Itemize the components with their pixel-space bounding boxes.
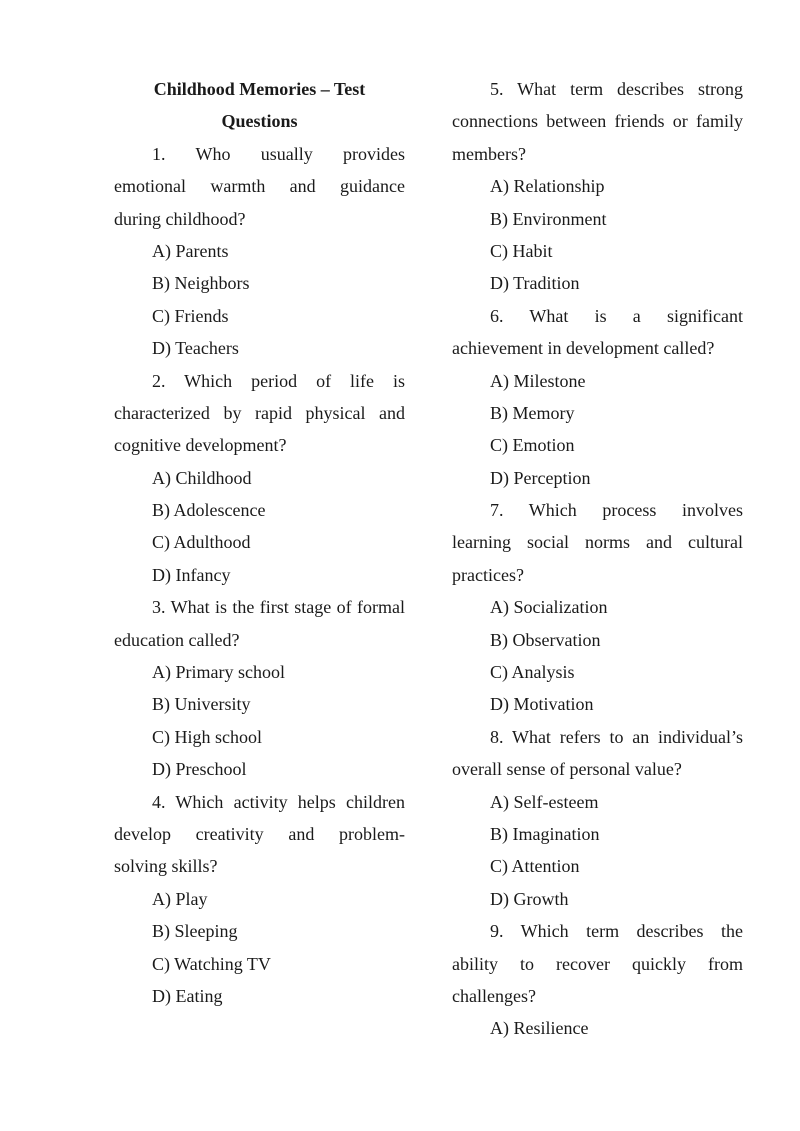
question-3-option-a: A) Primary school [152,662,285,683]
question-8-option-d: D) Growth [490,888,569,909]
question-8-option-c: C) Attention [490,856,580,877]
question-7-option-d: D) Motivation [490,694,594,715]
question-4-line-1: 4. Which activity helps children [152,791,405,812]
question-9-line-3: challenges? [452,985,536,1006]
question-5-option-c: C) Habit [490,240,553,261]
question-9-line-1: 9. Which term describes the [490,921,743,942]
question-4-line-2: develop creativity and problem- [114,823,405,844]
question-8-line-2: overall sense of personal value? [452,759,682,780]
question-1-option-c: C) Friends [152,305,229,326]
question-3-option-c: C) High school [152,726,262,747]
question-3-line-2: education called? [114,629,240,650]
question-7-option-c: C) Analysis [490,662,575,683]
question-9-option-a: A) Resilience [490,1018,589,1039]
question-2-option-d: D) Infancy [152,564,231,585]
question-7-option-a: A) Socialization [490,597,608,618]
question-2-line-1: 2. Which period of life is [152,370,405,391]
question-8-option-b: B) Imagination [490,823,600,844]
question-5-line-3: members? [452,143,526,164]
question-2-option-b: B) Adolescence [152,500,266,521]
question-2-option-a: A) Childhood [152,467,252,488]
question-2-line-3: cognitive development? [114,435,287,456]
right-column [452,73,743,1045]
question-4-option-d: D) Eating [152,985,223,1006]
question-4-option-c: C) Watching TV [152,953,271,974]
question-5-option-d: D) Tradition [490,273,580,294]
question-6-option-b: B) Memory [490,402,575,423]
question-3-line-1: 3. What is the first stage of formal [152,597,405,618]
question-4-line-3: solving skills? [114,856,218,877]
question-1-option-b: B) Neighbors [152,273,250,294]
question-1-line-3: during childhood? [114,208,246,229]
question-9-line-2: ability to recover quickly from [452,953,743,974]
document-title-line-1: Childhood Memories – Test [153,79,366,99]
question-7-line-1: 7. Which process involves [490,500,743,521]
question-5-line-2: connections between friends or family [452,111,743,132]
left-column [114,73,405,1012]
question-8-option-a: A) Self-esteem [490,791,599,812]
question-4-option-b: B) Sleeping [152,921,238,942]
question-2-option-c: C) Adulthood [152,532,251,553]
question-8-line-1: 8. What refers to an individual’s [490,726,743,747]
question-6-line-1: 6. What is a significant [490,305,743,326]
question-2-line-2: characterized by rapid physical and [114,402,405,423]
question-1-option-a: A) Parents [152,240,229,261]
question-6-option-d: D) Perception [490,467,591,488]
question-7-line-2: learning social norms and cultural [452,532,743,553]
question-1-line-2: emotional warmth and guidance [114,176,405,197]
question-6-line-2: achievement in development called? [452,338,715,359]
question-7-option-b: B) Observation [490,629,601,650]
question-1-line-1: 1. Who usually provides [152,143,405,164]
question-6-option-a: A) Milestone [490,370,586,391]
question-3-option-d: D) Preschool [152,759,247,780]
question-4-option-a: A) Play [152,888,208,909]
question-1-option-d: D) Teachers [152,338,239,359]
document-title-line-2: Questions [221,111,298,132]
question-7-line-3: practices? [452,564,524,585]
question-5-option-a: A) Relationship [490,176,605,197]
question-5-option-b: B) Environment [490,208,607,229]
question-3-option-b: B) University [152,694,251,715]
question-6-option-c: C) Emotion [490,435,575,456]
question-5-line-1: 5. What term describes strong [490,79,743,99]
